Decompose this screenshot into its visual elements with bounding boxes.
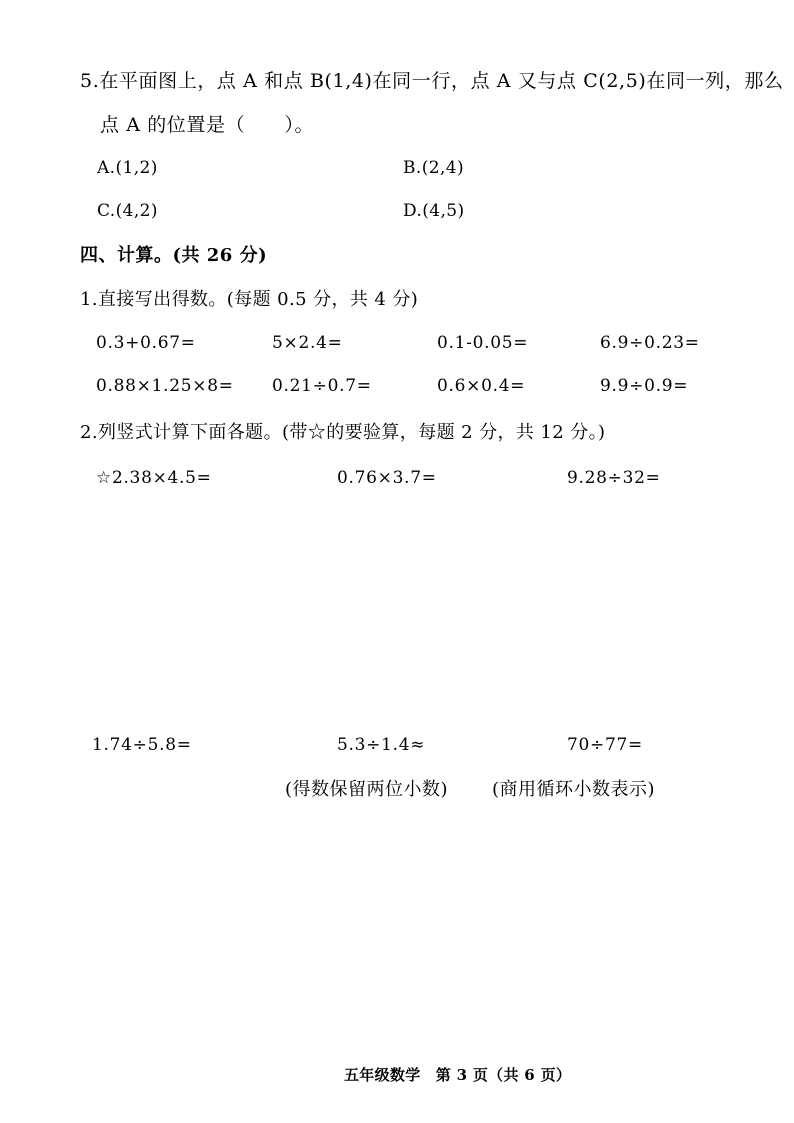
direct-calc-item-7: 0.6×0.4= (437, 376, 526, 396)
direct-calc-item-6: 0.21÷0.7= (272, 376, 372, 396)
direct-calc-item-8: 9.9÷0.9= (600, 376, 689, 396)
direct-calc-item-5: 0.88×1.25×8= (96, 376, 234, 396)
part-2-title: 2.列竖式计算下面各题。(带☆的要验算，每题 2 分，共 12 分。) (80, 422, 606, 443)
direct-calc-item-3: 0.1-0.05= (437, 333, 529, 353)
part-1-title: 1.直接写出得数。(每题 0.5 分，共 4 分) (80, 289, 419, 310)
vertical-calc-item-5: 5.3÷1.4≈ (337, 735, 426, 755)
repeating-decimal-note: (商用循环小数表示) (492, 779, 656, 800)
option-a: A.(1,2) (97, 158, 158, 178)
section-4-title: 四、计算。(共 26 分) (80, 245, 268, 266)
question-5-line-1: 5.在平面图上，点 A 和点 B(1,4)在同一行，点 A 又与点 C(2,5)在同一列，那么 (80, 70, 784, 92)
direct-calc-item-1: 0.3+0.67= (96, 333, 196, 353)
vertical-calc-item-3: 9.28÷32= (567, 468, 661, 488)
option-c: C.(4,2) (97, 201, 158, 221)
option-b: B.(2,4) (403, 158, 464, 178)
vertical-calc-item-2: 0.76×3.7= (337, 468, 437, 488)
rounding-note: (得数保留两位小数) (285, 779, 449, 800)
direct-calc-item-4: 6.9÷0.23= (600, 333, 700, 353)
direct-calc-item-2: 5×2.4= (272, 333, 343, 353)
option-d: D.(4,5) (403, 201, 465, 221)
vertical-calc-item-1: ☆2.38×4.5= (96, 468, 212, 488)
page-footer: 五年级数学 第 3 页（共 6 页） (344, 1066, 572, 1084)
vertical-calc-item-6: 70÷77= (567, 735, 643, 755)
vertical-calc-item-4: 1.74÷5.8= (92, 735, 192, 755)
question-5-line-2: 点 A 的位置是（ ）。 (100, 114, 315, 136)
